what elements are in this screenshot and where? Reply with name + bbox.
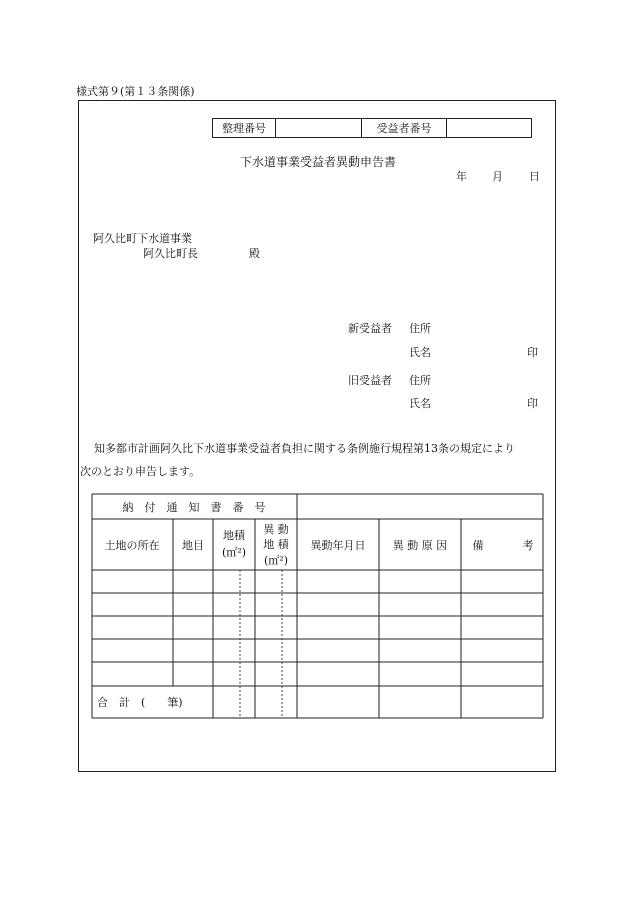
header-change-area-line1-text: 異 動 xyxy=(263,523,289,536)
header-location-text: 土地の所在 xyxy=(104,539,160,552)
old-beneficiary-address-label: 住所 xyxy=(409,374,431,387)
notice-number-label-text: 納 付 通 知 書 番 号 xyxy=(122,501,266,514)
addressee-honorific: 殿 xyxy=(249,247,260,260)
jueki-bangou-label: 受益者番号 xyxy=(362,119,447,138)
date-year: 年 xyxy=(456,170,467,183)
header-area-unit-text: (㎡²) xyxy=(222,546,246,559)
new-beneficiary-seal: 印 xyxy=(527,346,538,359)
header-change-area-unit-text: (㎡²) xyxy=(264,554,288,567)
new-beneficiary-address-label: 住所 xyxy=(409,322,431,335)
seiri-bangou-label: 整理番号 xyxy=(213,119,276,138)
body-text-line-1: 知多都市計画阿久比下水道事業受益者負担に関する条例施行規程第13条の規定により xyxy=(94,442,515,455)
addressee-name: 阿久比町長 xyxy=(143,247,198,260)
header-land-category-text: 地目 xyxy=(182,539,204,552)
addressee-org: 阿久比町下水道事業 xyxy=(93,232,192,245)
old-beneficiary-name-label: 氏名 xyxy=(409,397,431,410)
total-label: 合 計 ( 筆) xyxy=(97,696,183,709)
header-change-area-line2-text: 地 積 xyxy=(263,538,289,551)
old-beneficiary-label: 旧受益者 xyxy=(348,374,392,387)
header-remarks-2-text: 考 xyxy=(522,539,534,552)
date-month: 月 xyxy=(492,170,503,183)
header-change-date-text: 異動年月日 xyxy=(310,539,366,552)
new-beneficiary-label: 新受益者 xyxy=(348,322,392,335)
header-remarks-1-text: 備 xyxy=(472,539,484,552)
old-beneficiary-seal: 印 xyxy=(527,397,538,410)
document-title: 下水道事業受益者異動申告書 xyxy=(240,155,397,169)
header-change-reason-text: 異 動 原 因 xyxy=(392,539,448,552)
body-text-line-2: 次のとおり申告します。 xyxy=(80,465,201,478)
form-label: 様式第９(第１３条関係) xyxy=(76,85,195,98)
new-beneficiary-name-label: 氏名 xyxy=(409,346,431,359)
date-day: 日 xyxy=(529,170,540,183)
header-area-text: 地積 xyxy=(223,529,245,542)
